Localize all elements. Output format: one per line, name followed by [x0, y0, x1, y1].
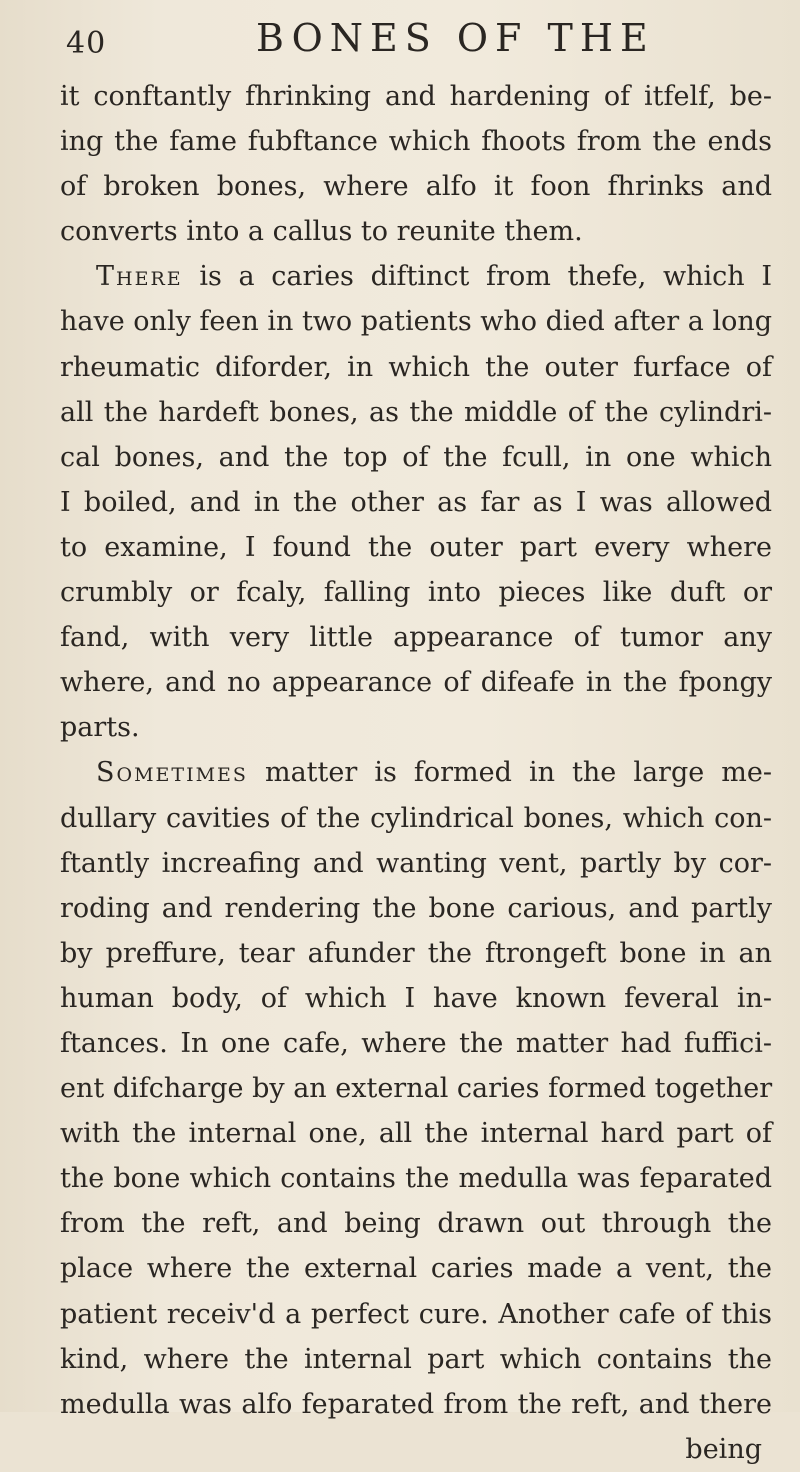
page-header [66, 14, 766, 70]
text-line: crumbly or fcaly, falling into pieces like duft or [60, 577, 772, 609]
text-line: by preffure, tear afunder the ftrongeft bone in an [60, 937, 772, 969]
running-head: BONES OF THE [256, 16, 655, 60]
paragraph-start-line [60, 750, 772, 795]
text-line: ftances. In one cafe, where the matter had fuffici- [60, 1027, 772, 1059]
text-line: I boiled, and in the other as far as I was allowed [60, 486, 772, 518]
text-line: parts. [60, 712, 140, 744]
text-line: have only feen in two patients who died after a long [60, 306, 773, 338]
text-line: it conftantly fhrinking and hardening of itfelf, be- [60, 81, 772, 112]
text-line: with the internal one, all the internal hard part of [60, 1118, 772, 1150]
text-line: to examine, I found the outer part every where [60, 531, 772, 563]
page-number: 40 [66, 26, 107, 61]
text-line: medulla was alfo feparated from the reft, and there [60, 1388, 772, 1420]
catchword: being [685, 1433, 762, 1465]
text-line: kind, where the internal part which contains the [60, 1343, 772, 1375]
text-fragment: is a caries diftinct from thefe, which I [182, 261, 772, 293]
text-line: cal bones, and the top of the fcull, in one which [60, 441, 772, 473]
text-line: the bone which contains the medulla was feparated [60, 1163, 772, 1195]
text-line: ftantly increafing and wanting vent, partly by cor- [60, 847, 772, 879]
text-line: of broken bones, where alfo it foon fhrinks and [60, 171, 772, 203]
text-line: human body, of which I have known feveral in- [60, 982, 772, 1014]
text-fragment: matter is formed in the large me- [247, 757, 772, 789]
text-line: dullary cavities of the cylindrical bones, which con- [60, 802, 772, 834]
text-line: all the hardeft bones, as the middle of the cylindri- [60, 396, 772, 428]
text-line: from the reft, and being drawn out through the [60, 1208, 772, 1240]
text-line: ent difcharge by an external caries formed together [60, 1073, 773, 1105]
text-line: converts into a callus to reunite them. [60, 216, 583, 248]
text-line: rheumatic diforder, in which the outer furface of [60, 351, 772, 383]
paragraph-lead-word: There [96, 261, 183, 293]
text-line: patient receiv'd a perfect cure. Another cafe of this [60, 1298, 772, 1330]
text-line: place where the external caries made a vent, the [60, 1253, 772, 1285]
paragraph-start-line [60, 254, 772, 299]
text-line: where, and no appearance of difeafe in the fpongy [60, 667, 772, 699]
text-line: roding and rendering the bone carious, and partly [60, 892, 772, 924]
text-line: fand, with very little appearance of tumor any [60, 622, 772, 654]
text-line: ing the fame fubftance which fhoots from the ends [60, 126, 772, 158]
body-text [60, 74, 772, 1472]
paragraph-lead-word: Sometimes [96, 757, 248, 789]
